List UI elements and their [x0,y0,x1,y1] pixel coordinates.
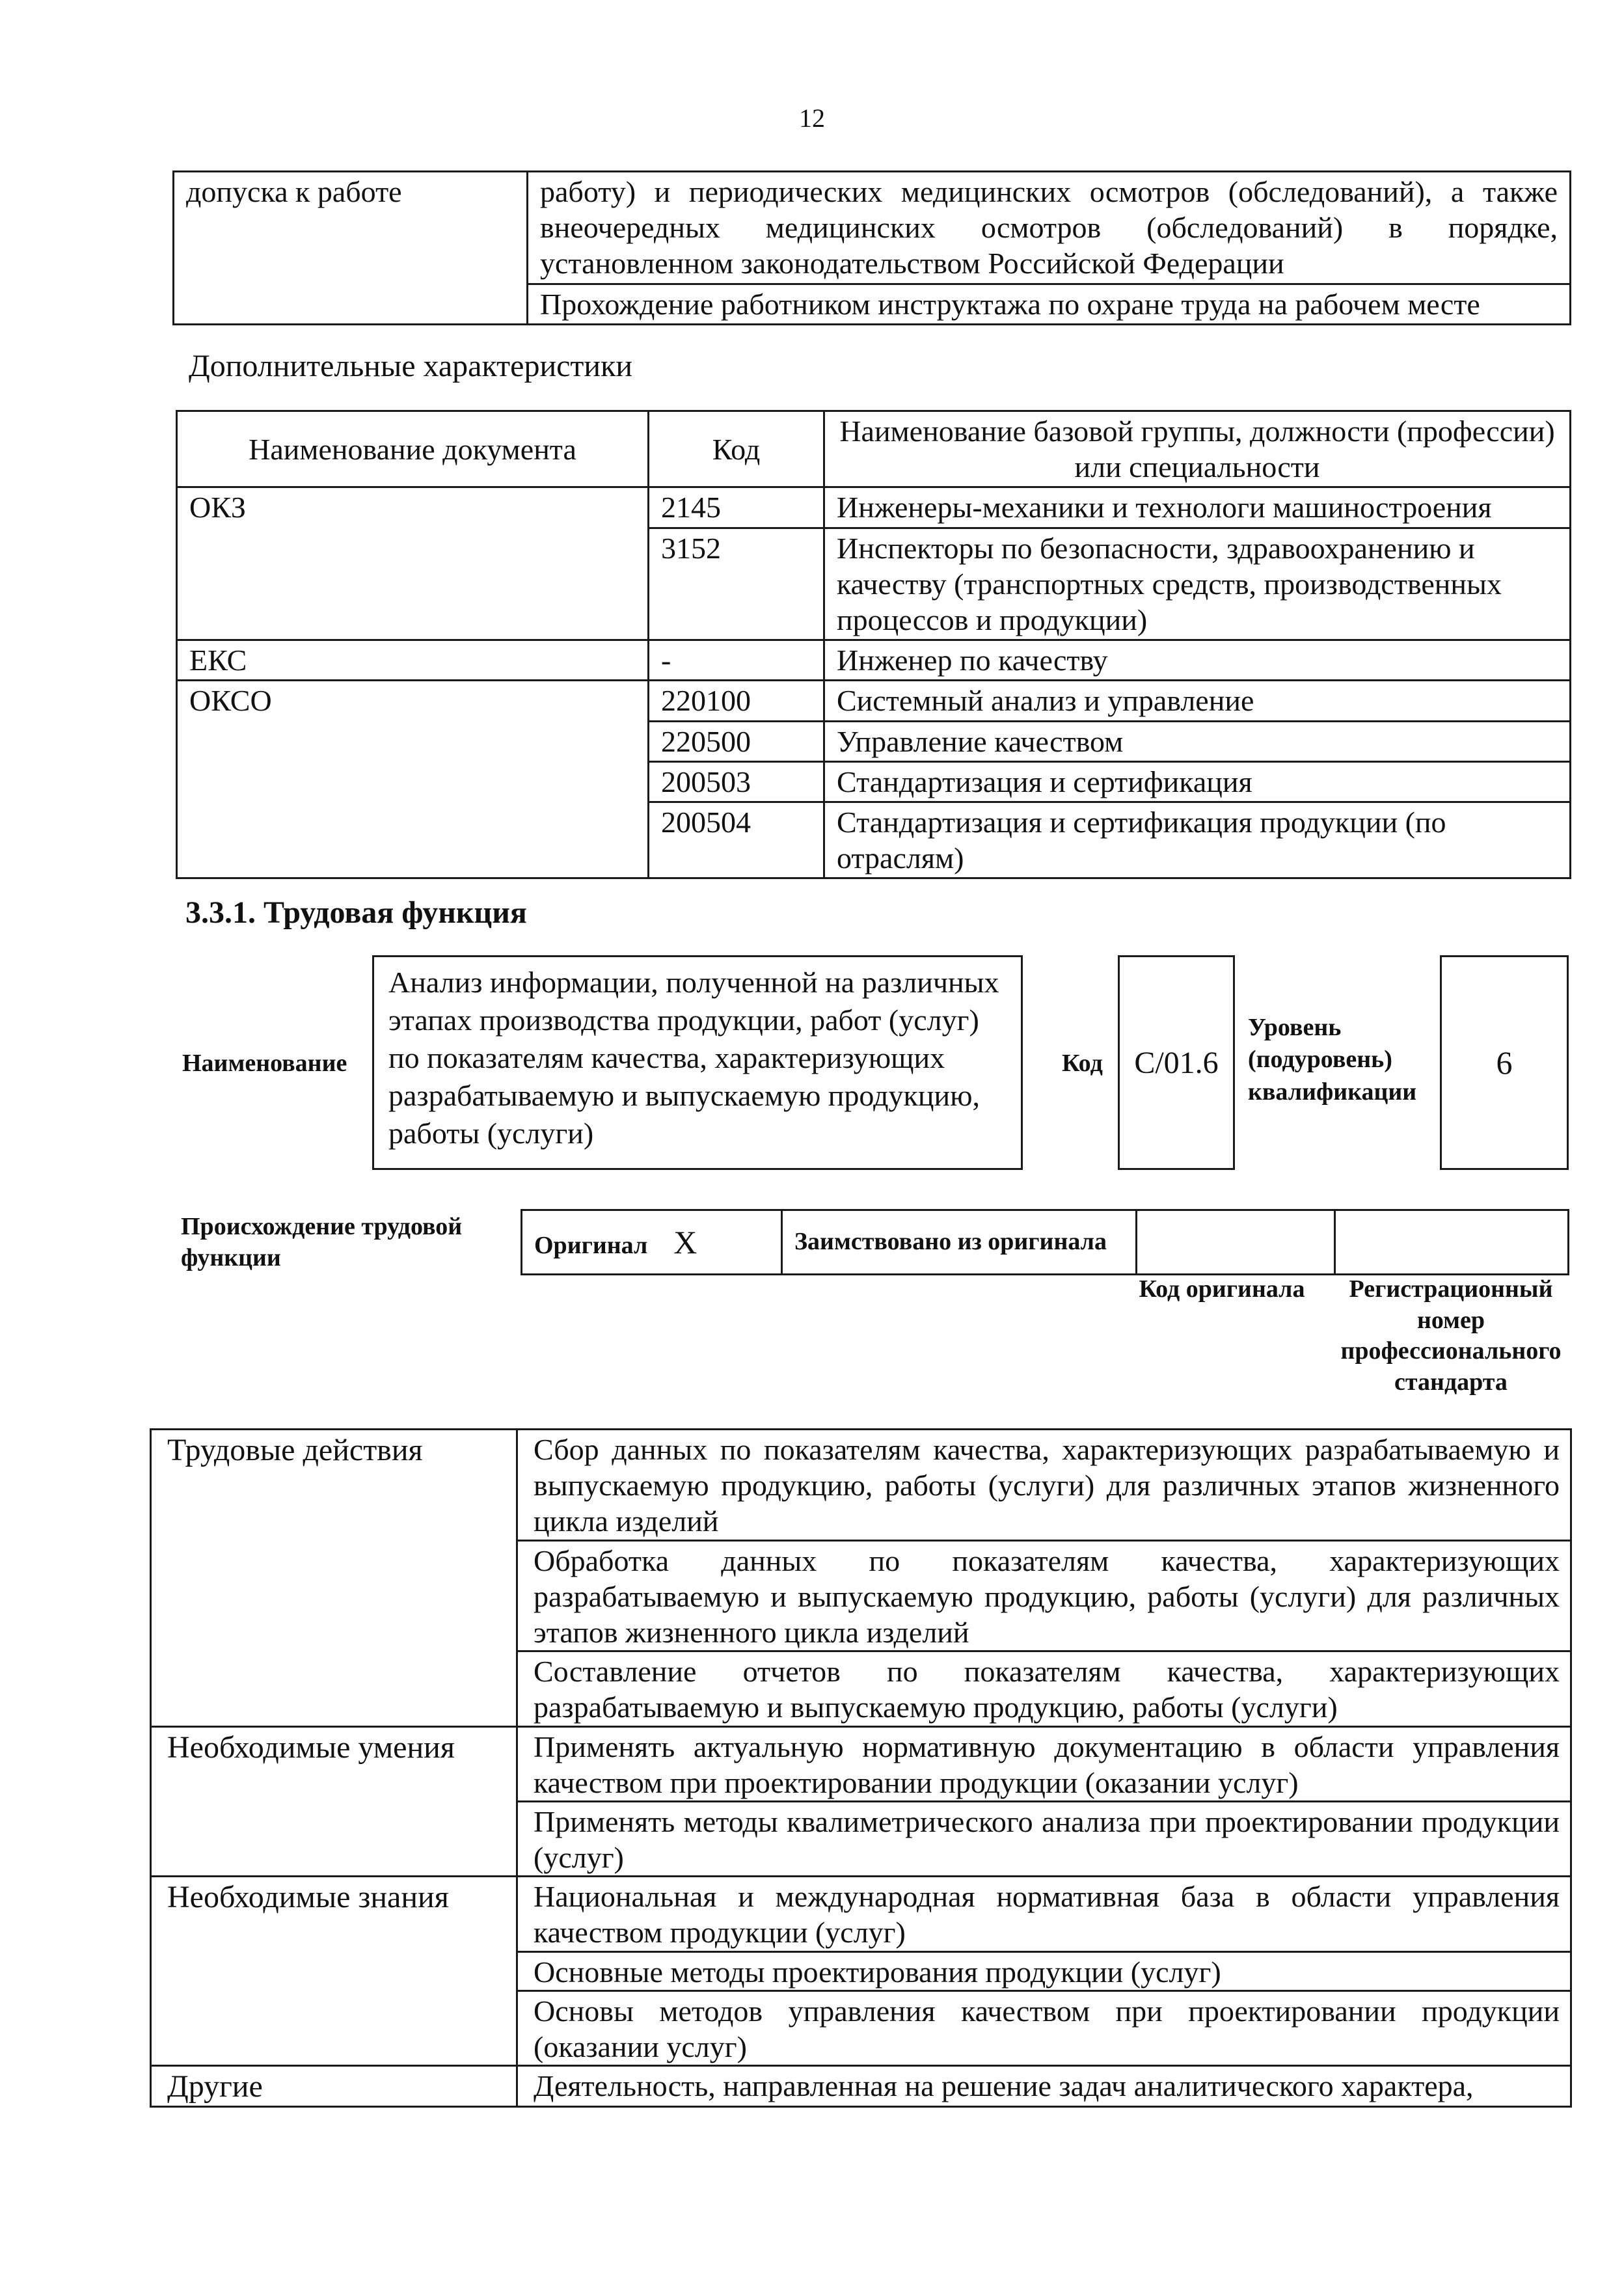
table-row [151,2066,1571,2107]
name-cell: Стандартизация и сертификация [824,761,1571,802]
qualification-level-label: Уровень (подуровень) квалификации [1248,1014,1417,1106]
name-cell: Инженер по качеству [824,640,1571,681]
origin-original-cell [522,1210,782,1275]
table-row [151,1430,1571,1541]
list-item: Сбор данных по показателям качества, характеризующих разрабатываемую и выпускаемую продукцию, работы (услуги) для различных этапов жизненного цикла изделий [517,1430,1571,1541]
required-skills-label: Необходимые умения [151,1726,517,1877]
doc-okso: ОКСО [177,681,649,878]
original-code-caption: Код оригинала [1139,1275,1305,1303]
header-document: Наименование документа [177,411,649,487]
table-row [177,640,1571,681]
access-row-medical: работу) и периодических медицинских осмотров (обследований), а также внеочередных медицинских осмотров (обследований) в порядке, установленном законодательством Российской Федерации [528,172,1571,284]
table-row [177,487,1571,528]
list-item: Деятельность, направленная на решение задач аналитического характера, [517,2066,1571,2107]
name-cell: Инспекторы по безопасности, здравоохранению и качеству (транспортных средств, производственных процессов и продукции) [824,528,1571,640]
doc-eks: ЕКС [177,640,649,681]
origin-original-mark: X [673,1224,697,1260]
doc-okz: ОКЗ [177,487,649,640]
other-label: Другие [151,2066,517,2107]
header-name: Наименование базовой группы, должности (профессии) или специальности [824,411,1571,487]
code-cell: 220500 [649,721,824,761]
code-cell: 2145 [649,487,824,528]
list-item: Основные методы проектирования продукции (услуг) [517,1951,1571,1990]
table-row [522,1210,1569,1275]
classifier-table [176,410,1571,879]
name-cell: Стандартизация и сертификация продукции (по отраслям) [824,802,1571,878]
function-code-label: Код [1062,1050,1103,1077]
name-cell: Системный анализ и управление [824,681,1571,721]
table-row [177,681,1571,721]
access-row-briefing: Прохождение работником инструктажа по охране труда на рабочем месте [528,284,1571,324]
code-cell: 200504 [649,802,824,878]
registration-number-caption: Регистрационный номер профессионального стандарта [1340,1275,1562,1396]
name-cell: Инженеры-механики и технологи машиностроения [824,487,1571,528]
origin-code-cell [1137,1210,1335,1275]
code-cell: 220100 [649,681,824,721]
labor-actions-label: Трудовые действия [151,1430,517,1727]
origin-original-label: Оригинал [534,1232,648,1259]
list-item: Национальная и международная нормативная база в области управления качеством продукции (услуг) [517,1877,1571,1951]
origin-table [521,1209,1569,1275]
function-name-label: Наименование [182,1050,347,1077]
list-item: Составление отчетов по показателям качества, характеризующих разрабатываемую и выпускаемую продукцию, работы (услуги) [517,1651,1571,1726]
access-requirements-table [172,170,1571,325]
list-item: Обработка данных по показателям качества, характеризующих разрабатываемую и выпускаемую продукцию, работы (услуги) для различных этапов жизненного цикла изделий [517,1540,1571,1651]
additional-characteristics-heading: Дополнительные характеристики [189,349,633,383]
table-header-row [177,411,1571,487]
qualification-level-box [1440,955,1569,1170]
page-number: 12 [799,103,825,133]
origin-borrowed-cell: Заимствовано из оригинала [782,1210,1137,1275]
list-item: Применять методы квалиметрического анализа при проектировании продукции (услуг) [517,1801,1571,1876]
table-row [151,1726,1571,1801]
origin-reg-number-cell [1335,1210,1569,1275]
origin-label: Происхождение трудовой функции [181,1213,463,1271]
list-item: Основы методов управления качеством при проектировании продукции (оказании услуг) [517,1990,1571,2065]
required-knowledge-label: Необходимые знания [151,1877,517,2066]
access-label: допуска к работе [174,172,528,325]
code-cell: 3152 [649,528,824,640]
function-details-table [150,1428,1572,2108]
function-code-box [1118,955,1235,1170]
function-code-value: C/01.6 [1134,1045,1219,1080]
table-row [151,1877,1571,1951]
table-row [174,172,1571,284]
qualification-level-value: 6 [1496,1044,1513,1081]
function-name-box: Анализ информации, полученной на различных этапах производства продукции, работ (услуг) по показателям качества, характеризующих разрабатываемую и выпускаемую продукцию, работы (услуги) [372,955,1023,1170]
code-cell: 200503 [649,761,824,802]
section-title: 3.3.1. Трудовая функция [185,895,527,930]
code-cell: - [649,640,824,681]
name-cell: Управление качеством [824,721,1571,761]
list-item: Применять актуальную нормативную документацию в области управления качеством при проектировании продукции (оказании услуг) [517,1726,1571,1801]
header-code: Код [649,411,824,487]
